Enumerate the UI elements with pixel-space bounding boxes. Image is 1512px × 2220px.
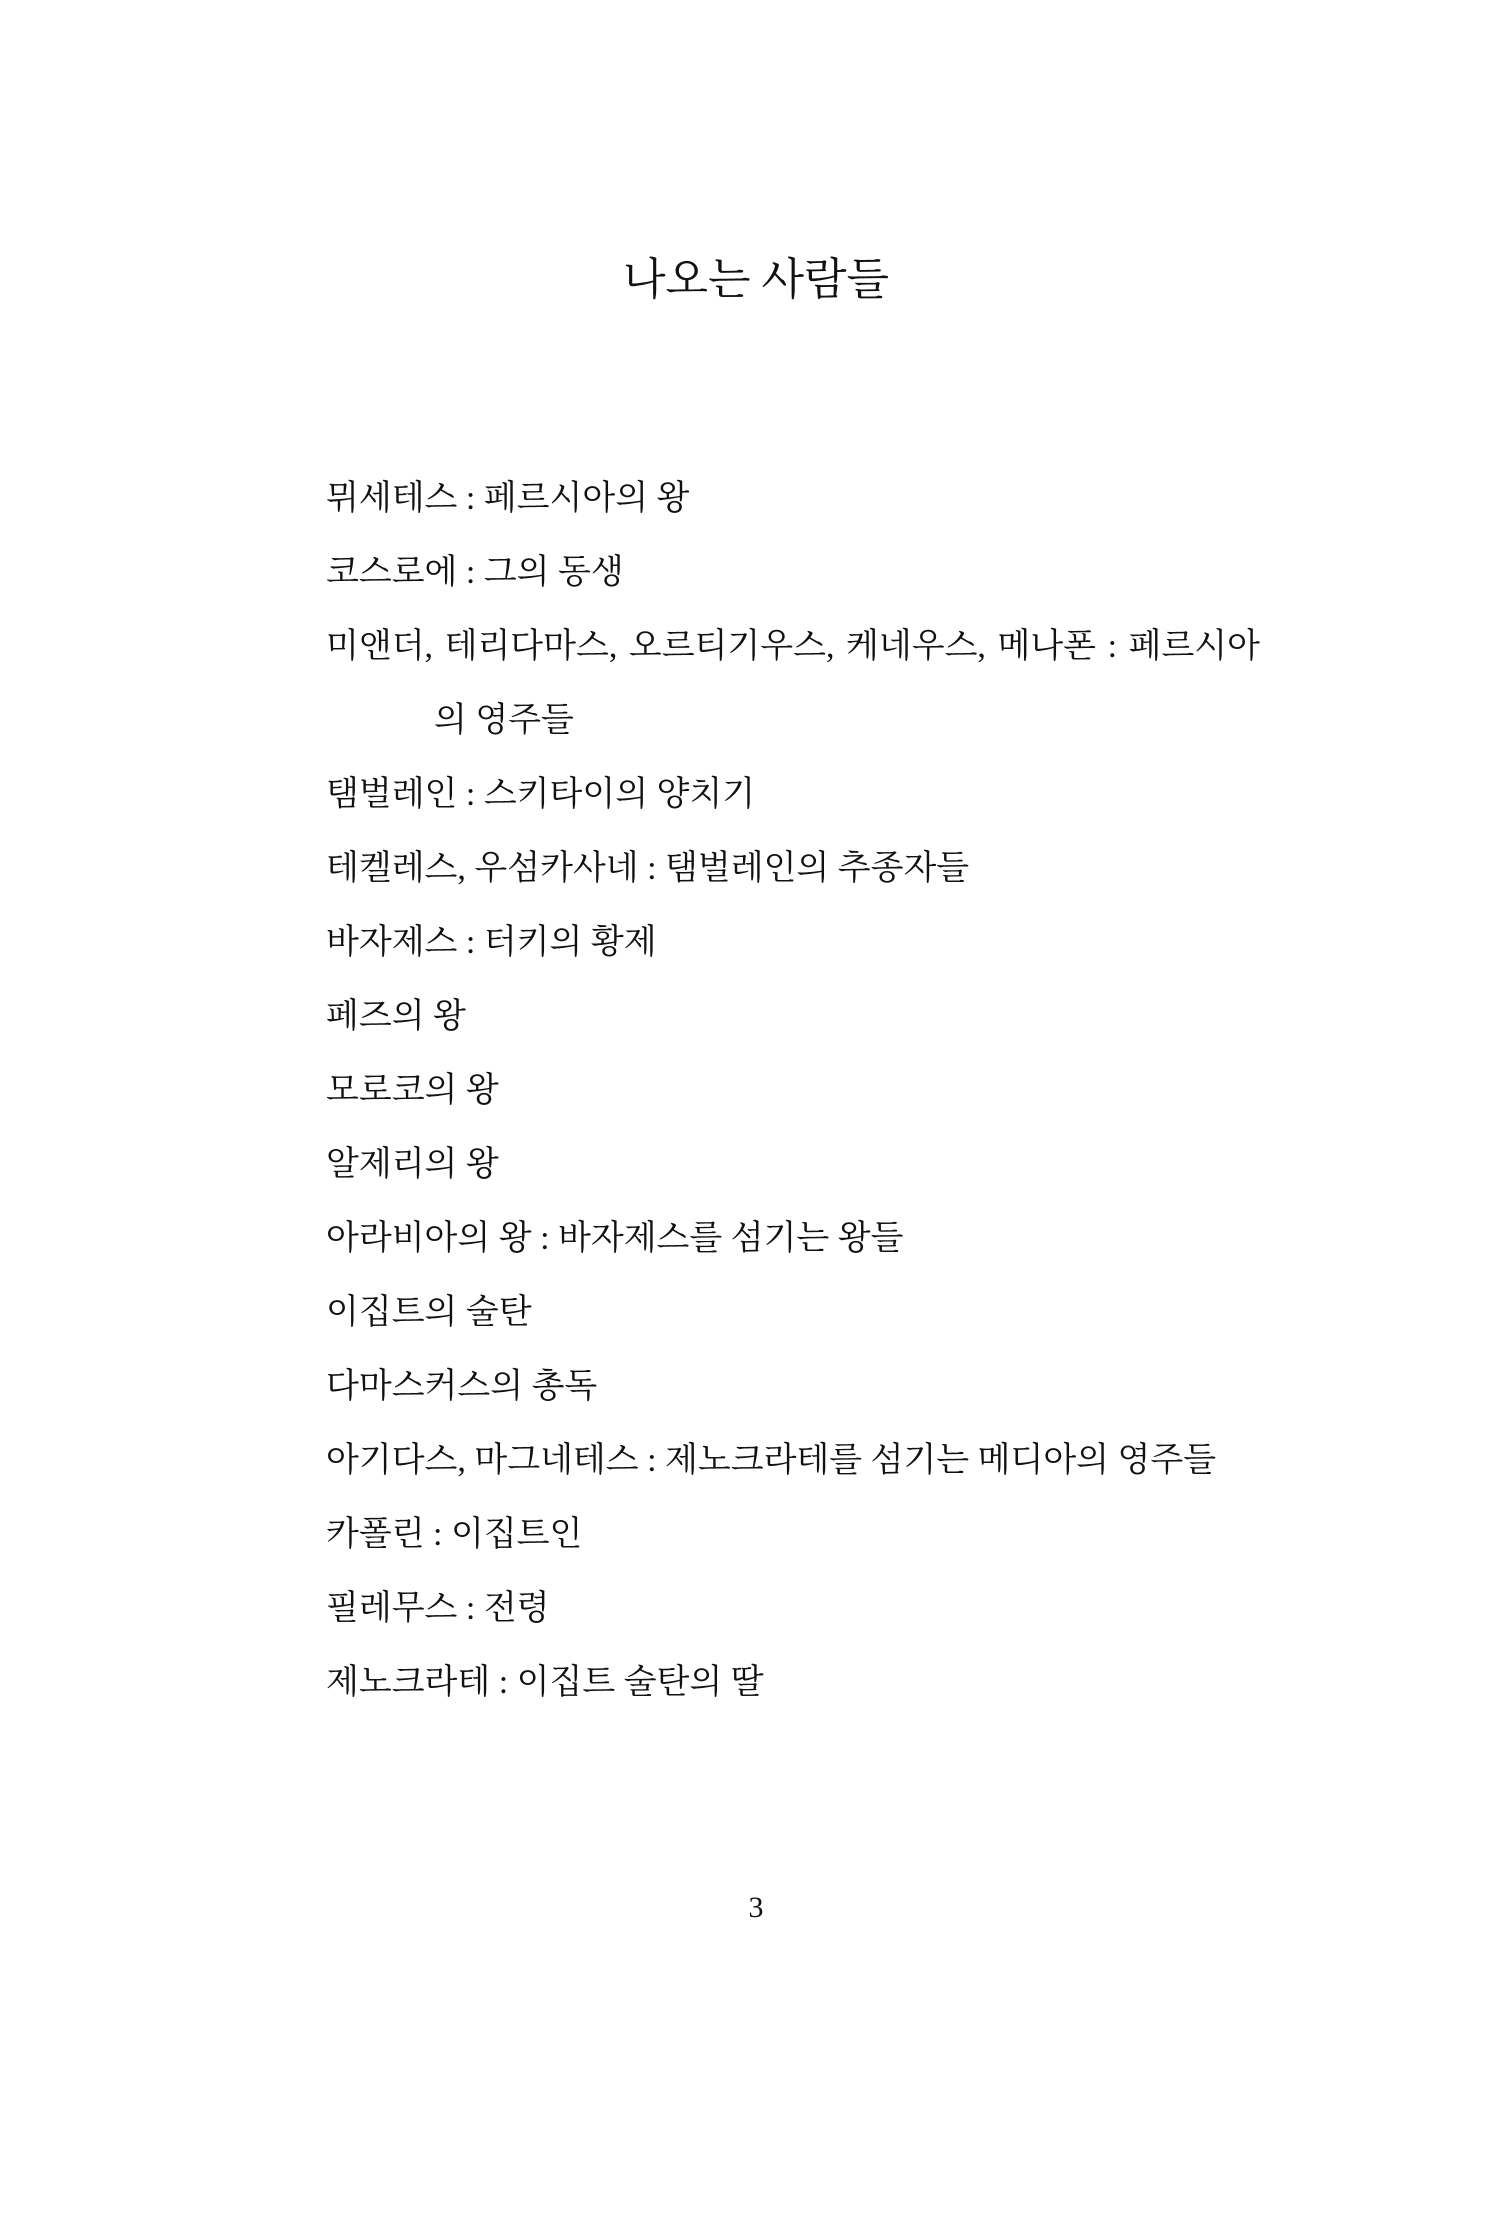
cast-entry: 뮈세테스 : 페르시아의 왕 xyxy=(326,480,690,517)
cast-entry: 코스로에 : 그의 동생 xyxy=(326,554,624,591)
cast-entry: 아기다스, 마그네테스 : 제노크라테를 섬기는 메디아의 영주들 xyxy=(326,1442,1217,1479)
cast-entry: 페즈의 왕 xyxy=(326,998,466,1035)
cast-entry: 카폴린 : 이집트인 xyxy=(326,1516,583,1553)
cast-entry: 탬벌레인 : 스키타이의 양치기 xyxy=(326,776,756,813)
cast-list xyxy=(326,462,1260,1720)
cast-entry: 아라비아의 왕 : 바자제스를 섬기는 왕들 xyxy=(326,1220,904,1257)
page-number: 3 xyxy=(748,1891,764,1924)
cast-entry: 이집트의 술탄 xyxy=(326,1294,532,1331)
cast-entry: 제노크라테 : 이집트 술탄의 딸 xyxy=(326,1664,764,1701)
cast-entry: 모로코의 왕 xyxy=(326,1072,499,1109)
cast-entry: 다마스커스의 총독 xyxy=(326,1368,598,1405)
cast-entry: 바자제스 : 터키의 황제 xyxy=(326,924,657,961)
cast-entry: 알제리의 왕 xyxy=(326,1146,499,1183)
cast-entry: 필레무스 : 전령 xyxy=(326,1590,550,1627)
cast-entry: 미앤더, 테리다마스, 오르티기우스, 케네우스, 메나폰 : 페르시아의 영주들 xyxy=(326,628,1260,739)
page-title: 나오는 사람들 xyxy=(622,255,890,304)
cast-entry: 테켈레스, 우섬카사네 : 탬벌레인의 추종자들 xyxy=(326,850,970,887)
